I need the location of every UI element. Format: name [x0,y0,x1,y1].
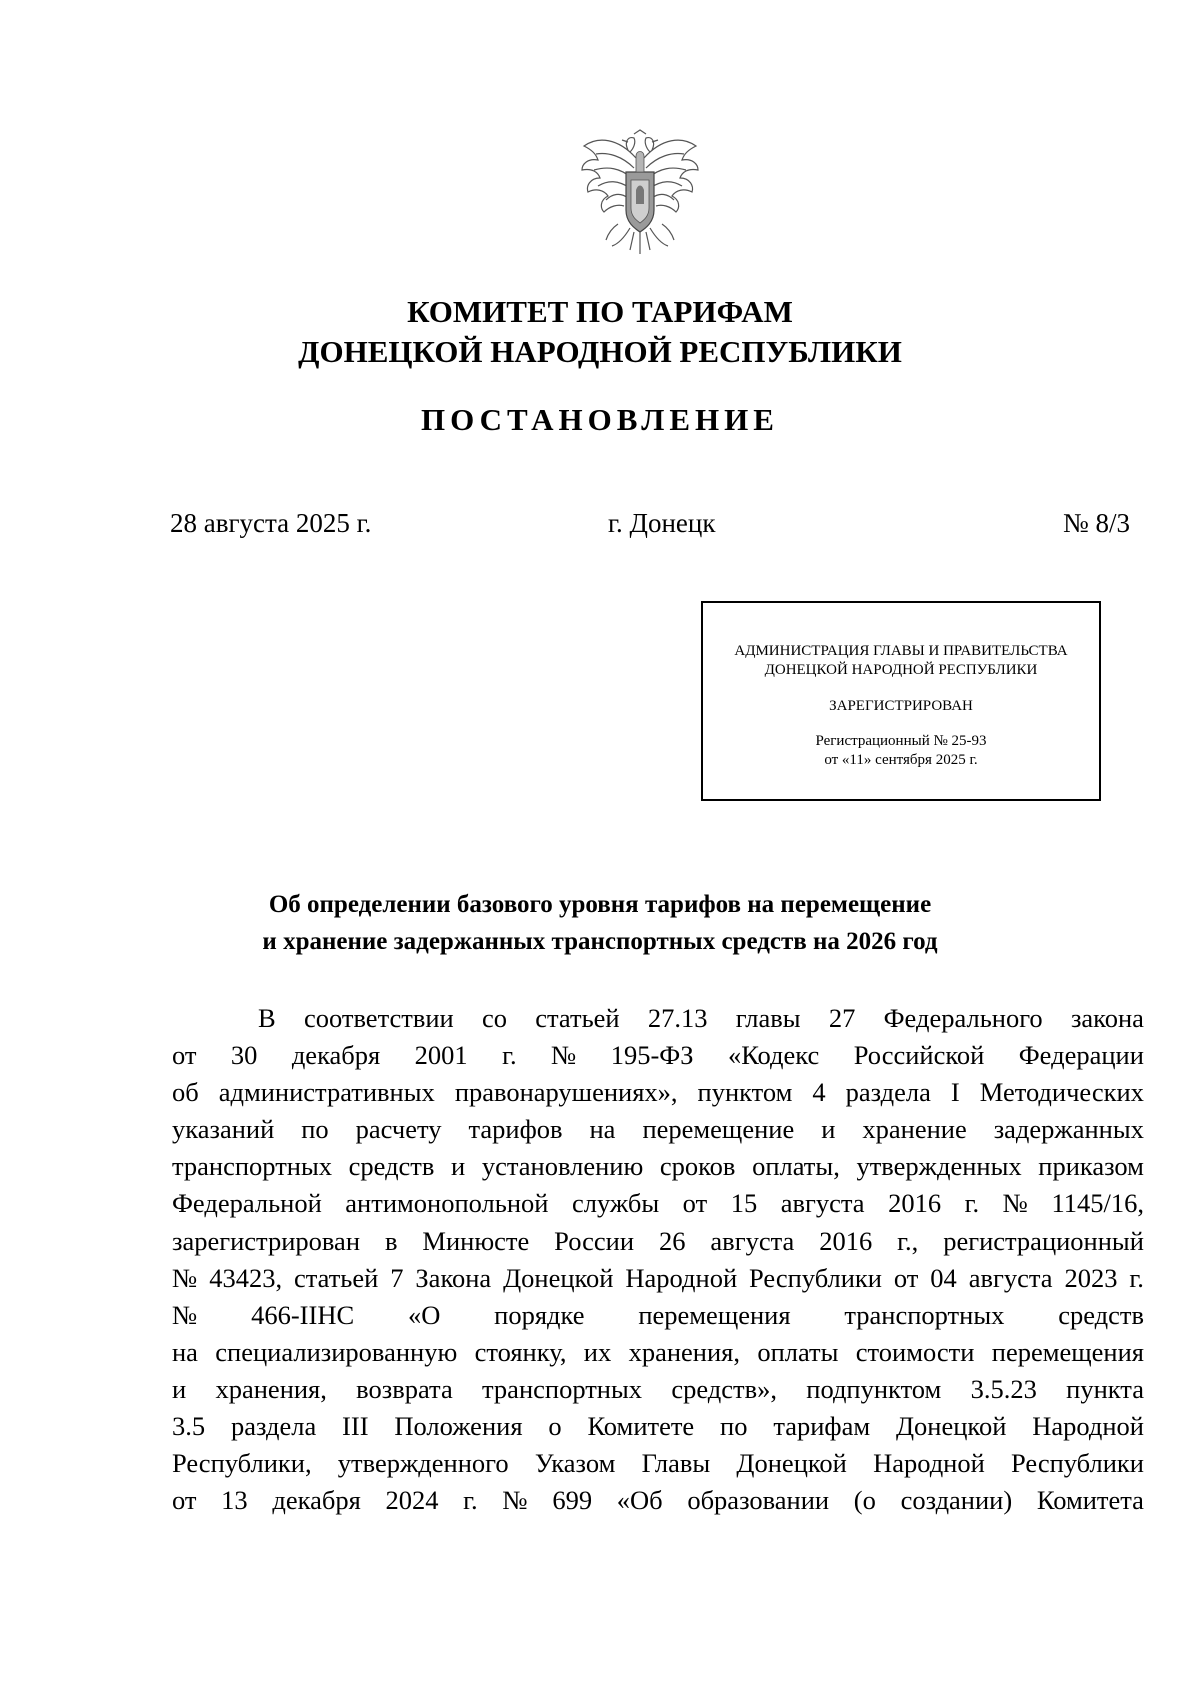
stamp-org-line-2: ДОНЕЦКОЙ НАРОДНОЙ РЕСПУБЛИКИ [764,662,1038,678]
dpr-coat-of-arms-icon [578,128,702,260]
body-paragraph [172,1000,1144,1519]
document-meta-row [170,506,1130,540]
stamp-registration-number: Регистрационный № 25-93 [815,733,987,749]
stamp-org-line-1: АДМИНИСТРАЦИЯ ГЛАВЫ И ПРАВИТЕЛЬСТВА [734,643,1068,659]
stamp-status: ЗАРЕГИСТРИРОВАН [829,698,973,714]
org-title [0,292,1200,372]
document-number: № 8/3 [1062,508,1130,538]
body-line: 3.5 раздела III Положения о Комитете по тарифам Донецкой Народной [172,1411,1144,1442]
document-subject [0,886,1200,960]
body-line: указаний по расчету тарифов на перемещение и хранение задержанных [172,1114,1144,1145]
document-date: 28 августа 2025 г. [170,508,372,538]
subject-line-2: и хранение задержанных транспортных средств на 2026 год [262,928,938,955]
body-line: В соответствии со статьей 27.13 главы 27 Федерального закона [258,1003,1144,1033]
body-line: и хранения, возврата транспортных средств», подпунктом 3.5.23 пункта [172,1373,1144,1404]
org-title-line-1: КОМИТЕТ ПО ТАРИФАМ [407,294,793,329]
body-line: на специализированную стоянку, их хранения, оплаты стоимости перемещения [172,1336,1144,1367]
body-line: от 30 декабря 2001 г. № 195-ФЗ «Кодекс Российской Федерации [172,1040,1144,1071]
body-line: об административных правонарушениях», пунктом 4 раздела I Методических [172,1077,1144,1108]
body-line: Республики, утвержденного Указом Главы Донецкой Народной Республики [172,1448,1144,1479]
body-line: № 43423, статьей 7 Закона Донецкой Народной Республики от 04 августа 2023 г. [172,1262,1144,1293]
stamp-registration-date: от «11» сентября 2025 г. [824,752,978,768]
document-city: г. Донецк [608,508,716,538]
body-line: зарегистрирован в Минюсте России 26 августа 2016 г., регистрационный [172,1225,1144,1256]
body-line: от 13 декабря 2024 г. № 699 «Об образовании (о создании) Комитета [172,1485,1144,1516]
document-type: ПОСТАНОВЛЕНИЕ [421,402,779,437]
body-line: № 466-IIНС «О порядке перемещения транспортных средств [172,1299,1144,1330]
org-title-line-2: ДОНЕЦКОЙ НАРОДНОЙ РЕСПУБЛИКИ [298,334,902,369]
body-line: Федеральной антимонопольной службы от 15 августа 2016 г. № 1145/16, [172,1188,1144,1219]
subject-line-1: Об определении базового уровня тарифов на перемещение [268,891,932,918]
registration-stamp [701,601,1101,801]
body-line: транспортных средств и установлению сроков оплаты, утвержденных приказом [172,1151,1144,1182]
